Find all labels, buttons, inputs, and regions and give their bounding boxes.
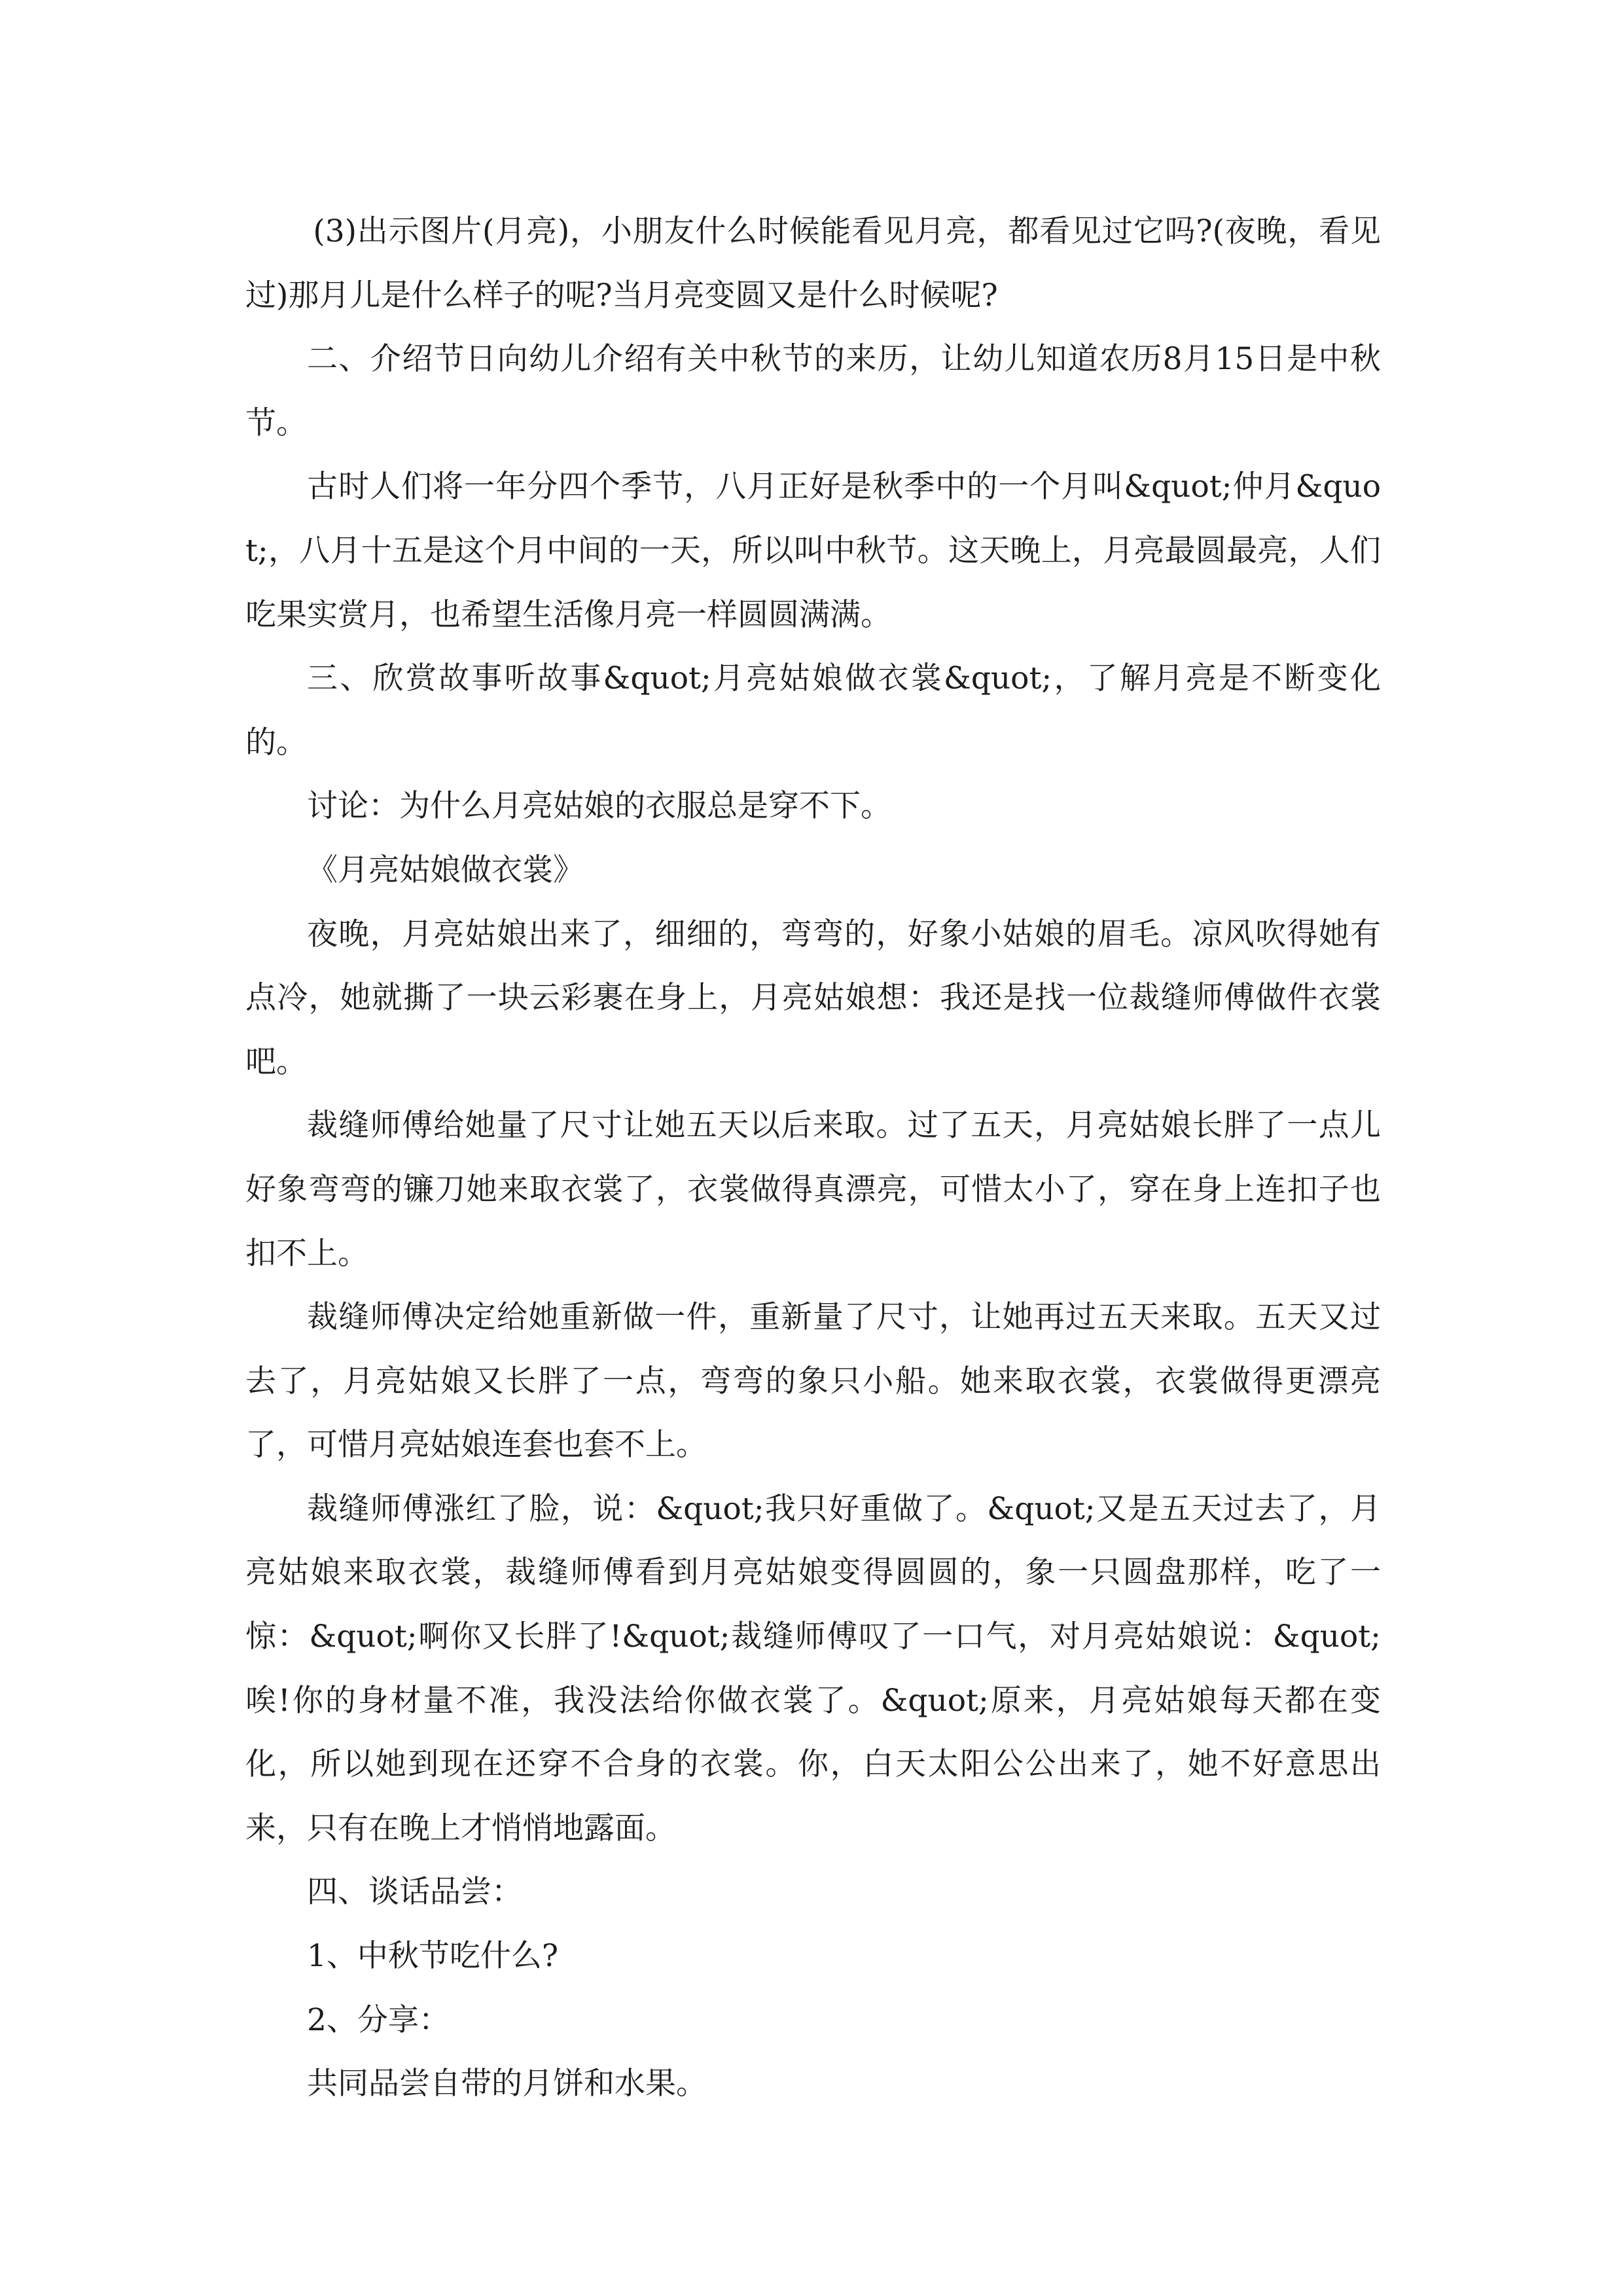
paragraph-mid-autumn-origin: 古时人们将一年分四个季节，八月正好是秋季中的一个月叫&quot;仲月&quot;，八月十五是这个月中间的一天，所以叫中秋节。这天晚上，月亮最圆最亮，人们吃果实赏月，也希望生活像月亮一样圆圆满满。 [245, 469, 1381, 633]
heading-introduce-festival: 二、介绍节日向幼儿介绍有关中秋节的来历，让幼儿知道农历8月15日是中秋节。 [245, 341, 1381, 441]
story-title: 《月亮姑娘做衣裳》 [307, 852, 584, 888]
story-paragraph-1: 夜晚，月亮姑娘出来了，细细的，弯弯的，好象小姑娘的眉毛。凉风吹得她有点冷，她就撕了一块云彩裹在身上，月亮姑娘想：我还是找一位裁缝师傅做件衣裳吧。 [245, 916, 1381, 1080]
paragraph-taste-mooncakes: 共同品尝自带的月饼和水果。 [307, 2066, 707, 2102]
story-paragraph-4: 裁缝师傅涨红了脸，说：&quot;我只好重做了。&quot;又是五天过去了，月亮姑娘来取衣裳，裁缝师傅看到月亮姑娘变得圆圆的，象一只圆盘那样，吃了一惊：&quot;啊你又长胖了!&quot;裁缝师傅叹了一口气，对月亮姑娘说：&quot;唉!你的身材量不准，我没法给你做衣裳了。&quot;原来，月亮姑娘每天都在变化，所以她到现在还穿不合身的衣裳。你，白天太阳公公出来了，她不好意思出来，只有在晚上才悄悄地露面。 [245, 1490, 1381, 1846]
paragraph-discussion: 讨论：为什么月亮姑娘的衣服总是穿不下。 [307, 788, 891, 825]
story-paragraph-2: 裁缝师傅给她量了尺寸让她五天以后来取。过了五天，月亮姑娘长胖了一点儿好象弯弯的镰刀她来取衣裳了，衣裳做得真漂亮，可惜太小了，穿在身上连扣子也扣不上。 [245, 1107, 1381, 1272]
story-paragraph-3: 裁缝师傅决定给她重新做一件，重新量了尺寸，让她再过五天来取。五天又过去了，月亮姑娘又长胖了一点，弯弯的象只小船。她来取衣裳，衣裳做得更漂亮了，可惜月亮姑娘连套也套不上。 [245, 1299, 1381, 1463]
document-body [245, 200, 1381, 2116]
list-item-share: 2、分享： [307, 2001, 450, 2038]
heading-appreciate-story: 三、欣赏故事听故事&quot;月亮姑娘做衣裳&quot;，了解月亮是不断变化的。 [245, 660, 1381, 761]
paragraph-show-moon-picture: (3)出示图片(月亮)，小朋友什么时候能看见月亮，都看见过它吗?(夜晚，看见过)那月儿是什么样子的呢?当月亮变圆又是什么时候呢? [245, 213, 1381, 314]
heading-talk-and-taste: 四、谈话品尝： [307, 1874, 522, 1910]
list-item-what-to-eat: 1、中秋节吃什么? [307, 1938, 559, 1975]
